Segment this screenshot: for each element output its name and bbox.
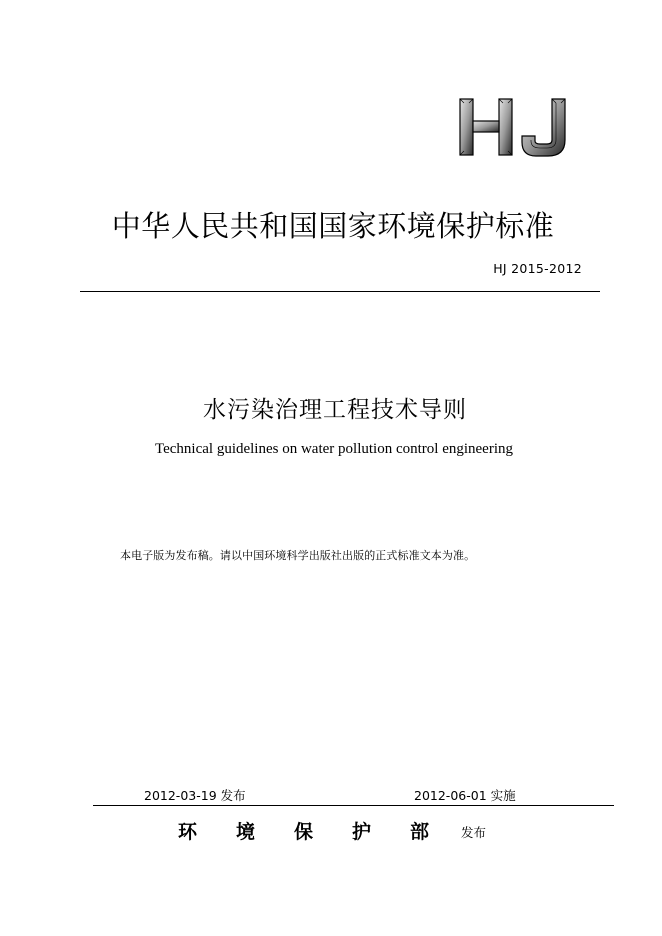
standard-category-title: 中华人民共和国国家环境保护标准: [111, 209, 555, 243]
standard-number: HJ 2015-2012: [493, 261, 582, 276]
issuer-name: [178, 817, 468, 844]
issuer-char: 保: [294, 821, 314, 843]
issuer-char: 境: [236, 821, 256, 843]
top-divider: [80, 291, 600, 292]
hj-logo: [456, 96, 572, 158]
implementation-date: [414, 786, 516, 804]
bottom-divider: [93, 805, 614, 806]
document-title-en: Technical guidelines on water pollution control engineering: [154, 441, 513, 457]
issuer-char: 护: [352, 821, 372, 843]
issue-date: [144, 786, 246, 804]
issuer-suffix: 发布: [461, 825, 487, 840]
edition-notice: 本电子版为发布稿。请以中国环境科学出版社出版的正式标准文本为准。: [120, 549, 476, 562]
issuer-char: 部: [410, 821, 430, 843]
logo-letter-j: [522, 99, 565, 156]
implementation-date-value: 2012-06-01: [414, 788, 487, 803]
issue-date-label: 发布: [220, 788, 246, 803]
document-title-zh: 水污染治理工程技术导则: [203, 397, 467, 423]
issue-date-value: 2012-03-19: [144, 788, 217, 803]
issuer-char: 环: [178, 821, 198, 843]
implementation-date-label: 实施: [490, 788, 516, 803]
logo-letter-h: [460, 99, 512, 155]
